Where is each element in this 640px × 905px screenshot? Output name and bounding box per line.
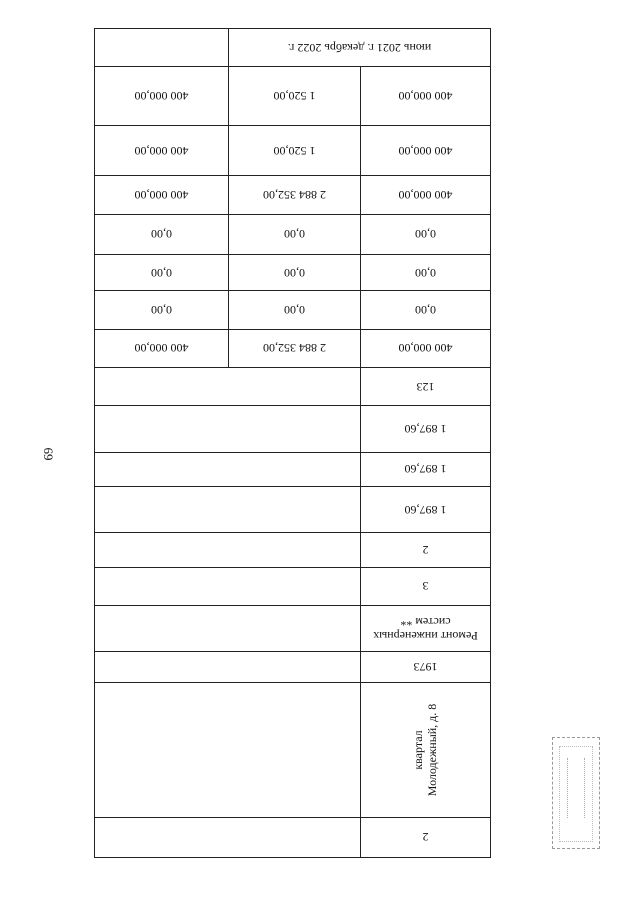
table-row <box>95 291 491 329</box>
repair-program-table <box>94 28 491 858</box>
period-cell: июнь 2021 г. декабрь 2022 г. <box>229 29 491 67</box>
stamp-image <box>552 737 600 849</box>
table-row <box>95 255 491 291</box>
cost-cell: 2 884 352,00 <box>229 329 361 367</box>
address-cell <box>361 682 491 817</box>
cost-cell: 0,00 <box>361 214 491 254</box>
cost-cell: 400 000,00 <box>361 67 491 125</box>
cost-cell: 0,00 <box>361 255 491 291</box>
cost-cell: 0,00 <box>229 214 361 254</box>
work-type-cell: Ремонт инженерных систем ** <box>361 605 491 651</box>
cost-cell: 0,00 <box>361 291 491 329</box>
table-row <box>95 452 491 486</box>
empty-cell <box>95 605 361 651</box>
empty-cell <box>95 533 361 567</box>
table-row <box>95 817 491 857</box>
empty-cell <box>95 817 361 857</box>
table-row <box>95 567 491 605</box>
area-cell: 1 897,60 <box>361 486 491 532</box>
cost-cell: 1 520,00 <box>229 125 361 175</box>
cost-cell: 400 000,00 <box>95 329 229 367</box>
empty-cell <box>95 406 361 452</box>
table-row <box>95 214 491 254</box>
empty-cell <box>95 486 361 532</box>
cost-cell: 400 000,00 <box>95 176 229 214</box>
table-row <box>95 367 491 405</box>
cost-cell: 400 000,00 <box>361 125 491 175</box>
table-row <box>95 29 491 67</box>
cost-cell: 0,00 <box>95 291 229 329</box>
empty-cell <box>95 682 361 817</box>
value-cell: 3 <box>361 567 491 605</box>
table-row <box>95 125 491 175</box>
stamp-mark <box>567 758 585 818</box>
empty-cell <box>95 367 361 405</box>
cost-cell: 400 000,00 <box>361 176 491 214</box>
empty-cell <box>95 567 361 605</box>
table-row <box>95 67 491 125</box>
cost-cell: 0,00 <box>95 214 229 254</box>
area-cell: 1 897,60 <box>361 452 491 486</box>
empty-cell <box>95 652 361 682</box>
cost-cell: 2 884 352,00 <box>229 176 361 214</box>
page-number: 69 <box>41 447 56 461</box>
item-number-cell: 2 <box>361 817 491 857</box>
value-cell: 2 <box>361 533 491 567</box>
empty-cell <box>95 452 361 486</box>
table-row <box>95 176 491 214</box>
table-row <box>95 329 491 367</box>
cost-cell: 0,00 <box>229 291 361 329</box>
year-cell: 1973 <box>361 652 491 682</box>
table-row <box>95 605 491 651</box>
table-row <box>95 682 491 817</box>
cost-cell: 0,00 <box>229 255 361 291</box>
area-cell: 1 897,60 <box>361 406 491 452</box>
table-row <box>95 486 491 532</box>
cost-cell: 1 520,00 <box>229 67 361 125</box>
table-row <box>95 533 491 567</box>
residents-cell: 123 <box>361 367 491 405</box>
address-text: квартал Молодежный, д. 8 <box>411 703 440 796</box>
cost-cell: 400 000,00 <box>95 67 229 125</box>
cost-cell: 400 000,00 <box>361 329 491 367</box>
empty-cell <box>95 29 229 67</box>
cost-cell: 0,00 <box>95 255 229 291</box>
table-row <box>95 652 491 682</box>
cost-cell: 400 000,00 <box>95 125 229 175</box>
table-row <box>95 406 491 452</box>
